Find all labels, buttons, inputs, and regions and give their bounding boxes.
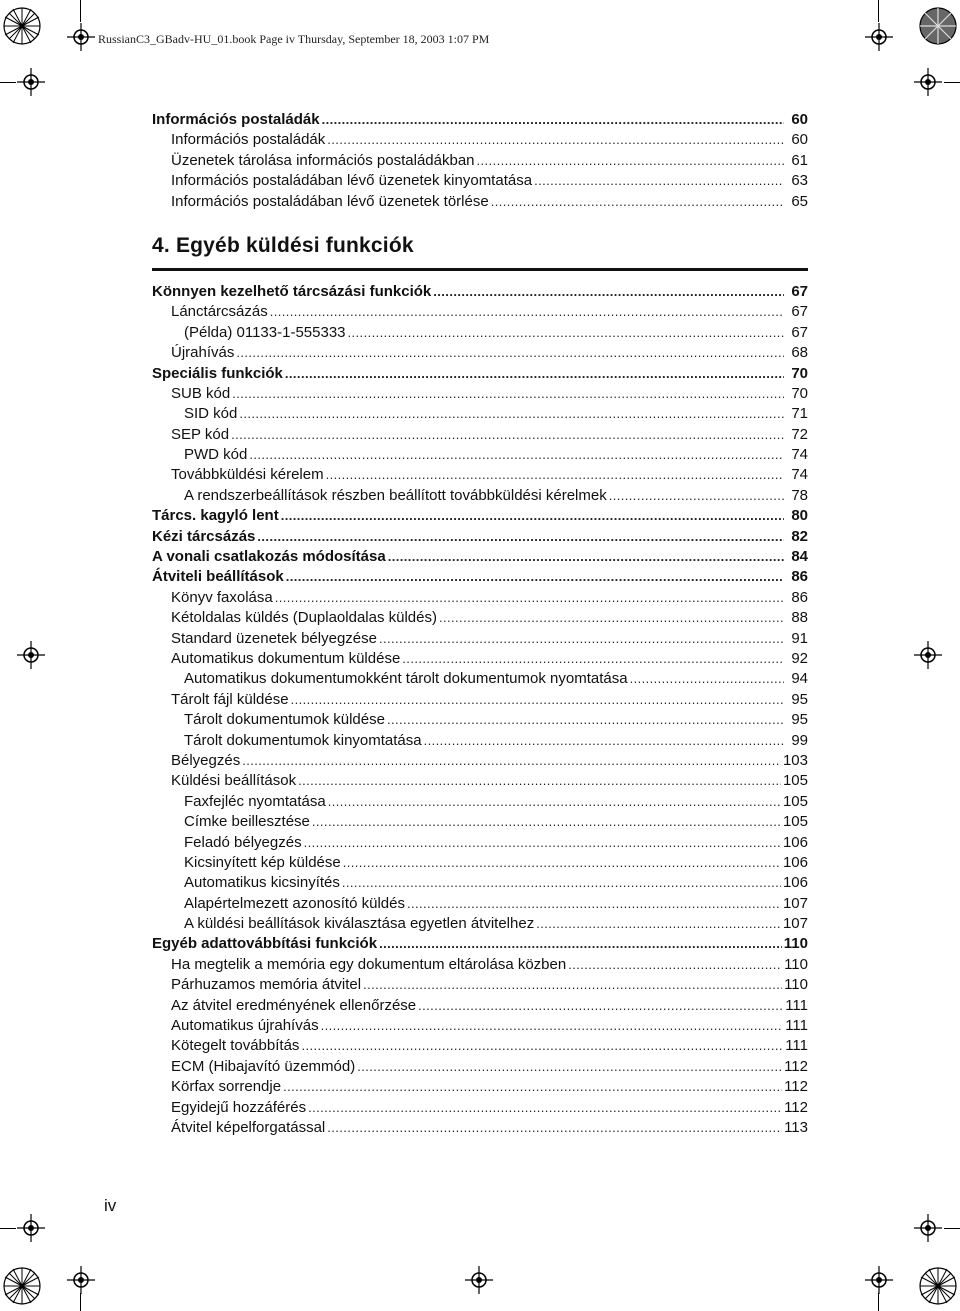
toc-entry-title: Egyidejű hozzáférés [171,1098,307,1116]
toc-entry-title: Kicsinyített kép küldése [184,853,341,871]
toc-entry[interactable] [152,425,808,445]
toc-leader-dots [283,1077,782,1097]
toc-entry-page: 105 [782,792,808,810]
toc-entry-title: Alapértelmezett azonosító küldés [184,894,405,912]
toc-entry-page: 71 [791,405,808,423]
toc-leader-dots [568,955,782,975]
toc-entry[interactable] [152,1118,808,1138]
toc-leader-dots [363,975,782,995]
toc-leader-dots [270,302,784,322]
trim-line [944,82,960,83]
registration-mark-icon [865,1266,893,1294]
toc-entry-title: Címke beillesztése [184,813,310,831]
toc-entry-page: 68 [791,344,808,362]
starburst-icon [918,6,958,46]
chapter-heading [152,220,808,280]
toc-leader-dots [326,465,784,485]
toc-entry[interactable] [152,1098,808,1118]
toc-entry[interactable] [152,1077,808,1097]
registration-mark-icon [67,23,95,51]
toc-leader-dots [491,192,784,212]
toc-entry-page: 74 [791,446,808,464]
toc-entry-page: 84 [791,548,808,566]
registration-mark-icon [914,641,942,669]
toc-entry-page: 111 [785,996,808,1014]
toc-entry-title: Tárolt dokumentumok küldése [184,711,385,729]
toc-entry[interactable] [152,547,808,567]
toc-entry-title: Tárcs. kagyló lent [152,507,279,525]
toc-leader-dots [239,404,784,424]
starburst-icon [2,6,42,46]
toc-leader-dots [298,771,781,791]
trim-line [944,1228,960,1229]
toc-entry-page: 60 [791,111,808,128]
toc-entry-page: 67 [791,303,808,321]
toc-entry-page: 107 [782,915,808,933]
toc-entry-page: 82 [791,527,808,545]
toc-entry[interactable] [152,151,808,171]
toc-leader-dots [327,130,784,150]
toc-entry-page: 95 [791,711,808,729]
toc-entry-page: 94 [791,670,808,688]
toc-entry[interactable] [152,608,808,628]
toc-entry-title: ECM (Hibajavító üzemmód) [171,1057,356,1075]
toc-leader-dots [387,710,784,730]
toc-entry[interactable] [152,812,808,832]
toc-entry-title: Átviteli beállítások [152,568,284,586]
toc-entry-title: Továbbküldési kérelem [171,466,324,484]
toc-leader-dots [328,792,781,812]
registration-mark-icon [914,68,942,96]
toc-entry[interactable] [152,669,808,689]
registration-mark-icon [17,68,45,96]
toc-entry-page: 95 [791,690,808,708]
toc-leader-dots [321,1016,784,1036]
toc-leader-dots [322,110,784,130]
toc-entry-title: Egyéb adattovábbítási funkciók [152,935,378,953]
toc-entry-page: 92 [791,649,808,667]
toc-entry[interactable] [152,302,808,322]
toc-entry-title: Üzenetek tárolása információs postaládákban [171,151,475,169]
toc-entry[interactable] [152,914,808,934]
registration-mark-icon [17,641,45,669]
toc-entry-page: 65 [791,192,808,210]
registration-mark-icon [67,1266,95,1294]
toc-entry-title: Információs postaládák [152,111,320,128]
toc-entry[interactable] [152,445,808,465]
toc-entry-page: 63 [791,172,808,190]
chapter-title: 4. Egyéb küldési funkciók [152,233,414,257]
chapter-rule [152,268,808,271]
toc-leader-dots [281,506,784,526]
toc-leader-dots [327,1118,782,1138]
toc-entry-page: 78 [791,486,808,504]
toc-entry-page: 111 [785,1037,808,1055]
toc-entry[interactable] [152,282,808,302]
toc-entry[interactable] [152,649,808,669]
toc-section-other-sending-functions [152,282,808,1138]
toc-entry-title: Információs postaládában lévő üzenetek törlése [171,192,489,210]
toc-leader-dots [249,445,784,465]
toc-entry-page: 110 [784,955,808,973]
toc-leader-dots [418,996,783,1016]
registration-mark-icon [865,23,893,51]
toc-entry-title: Automatikus dokumentumokként tárolt dokumentumok nyomtatása [184,670,628,688]
toc-entry[interactable] [152,323,808,343]
toc-entry-title: Párhuzamos memória átvitel [171,976,362,994]
toc-entry-title: (Példa) 01133-1-555333 [184,323,346,341]
toc-entry[interactable] [152,1057,808,1077]
toc-leader-dots [402,649,784,669]
toc-entry[interactable] [152,771,808,791]
toc-entry-title: Információs postaládák [171,131,326,149]
toc-entry-title: Bélyegzés [171,751,241,769]
toc-leader-dots [534,171,784,191]
toc-entry-title: Automatikus kicsinyítés [184,874,340,892]
toc-entry[interactable] [152,996,808,1016]
toc-leader-dots [407,894,781,914]
toc-leader-dots [232,384,784,404]
toc-leader-dots [236,343,784,363]
toc-entry[interactable] [152,364,808,384]
toc-leader-dots [308,1098,782,1118]
trim-line [80,0,81,22]
toc-entry-title: Az átvitel eredményének ellenőrzése [171,996,417,1014]
toc-entry[interactable] [152,731,808,751]
toc-entry[interactable] [152,751,808,771]
trim-line [0,1228,16,1229]
print-header-info: RussianC3_GBadv-HU_01.book Page iv Thursday, September 18, 2003 1:07 PM [98,32,490,46]
toc-leader-dots [285,364,784,384]
toc-leader-dots [477,151,784,171]
toc-entry-title: Standard üzenetek bélyegzése [171,629,377,647]
toc-entry[interactable] [152,384,808,404]
toc-entry-page: 74 [791,466,808,484]
toc-entry-page: 70 [791,364,808,382]
toc-leader-dots [312,812,781,832]
toc-leader-dots [379,629,784,649]
toc-entry-page: 105 [782,813,808,831]
toc-entry-title: Kötegelt továbbítás [171,1037,300,1055]
toc-entry-title: Automatikus dokumentum küldése [171,649,401,667]
toc-entry-title: A vonali csatlakozás módosítása [152,548,386,566]
toc-entry-title: Lánctárcsázás [171,303,268,321]
toc-entry-page: 86 [791,568,808,586]
toc-entry[interactable] [152,567,808,587]
toc-entry-title: PWD kód [184,446,248,464]
toc-entry[interactable] [152,465,808,485]
toc-entry-page: 80 [791,507,808,525]
toc-entry[interactable] [152,710,808,730]
toc-entry-title: Könnyen kezelhető tárcsázási funkciók [152,282,432,300]
toc-entry-page: 113 [784,1118,808,1136]
toc-entry-title: Körfax sorrendje [171,1078,282,1096]
toc-entry-title: SID kód [184,405,238,423]
trim-line [0,82,16,83]
toc-entry-title: Kézi tárcsázás [152,527,256,545]
toc-leader-dots [291,690,784,710]
toc-entry[interactable] [152,506,808,526]
registration-mark-icon [465,1266,493,1294]
toc-entry[interactable] [152,588,808,608]
toc-leader-dots [348,323,784,343]
trim-line [878,0,879,22]
toc-entry-page: 110 [784,976,808,994]
toc-entry-title: Újrahívás [171,344,235,362]
table-of-contents [152,110,808,1138]
toc-entry[interactable] [152,171,808,191]
toc-entry[interactable] [152,975,808,995]
toc-entry-title: Információs postaládában lévő üzenetek kinyomtatása [171,172,533,190]
registration-mark-icon [17,1214,45,1242]
toc-entry[interactable] [152,1036,808,1056]
toc-entry-page: 112 [784,1098,808,1116]
starburst-icon [918,1266,958,1306]
toc-entry[interactable] [152,792,808,812]
toc-leader-dots [630,669,784,689]
toc-leader-dots [342,873,781,893]
toc-entry[interactable] [152,833,808,853]
toc-entry-page: 72 [791,425,808,443]
toc-entry-title: Könyv faxolása [171,588,273,606]
toc-leader-dots [304,833,781,853]
toc-entry-title: Ha megtelik a memória egy dokumentum eltárolása közben [171,955,567,973]
toc-entry[interactable] [152,853,808,873]
toc-leader-dots [343,853,781,873]
toc-entry[interactable] [152,690,808,710]
trim-line [80,1293,81,1311]
toc-entry[interactable] [152,934,808,954]
toc-entry-title: SEP kód [171,425,230,443]
toc-entry-page: 103 [782,751,808,769]
toc-leader-dots [357,1057,782,1077]
toc-entry-page: 112 [784,1057,808,1075]
toc-entry-title: SUB kód [171,384,231,402]
toc-entry[interactable] [152,343,808,363]
toc-entry-page: 88 [791,609,808,627]
starburst-icon [2,1266,42,1306]
toc-entry-title: Küldési beállítások [171,772,297,790]
toc-entry[interactable] [152,873,808,893]
toc-entry-page: 111 [785,1017,808,1035]
trim-line [878,1293,879,1311]
toc-entry-page: 61 [791,151,808,169]
toc-leader-dots [424,731,784,751]
toc-leader-dots [242,751,781,771]
toc-entry-title: Speciális funkciók [152,364,283,382]
toc-entry-title: Tárolt dokumentumok kinyomtatása [184,731,422,749]
toc-entry[interactable] [152,894,808,914]
toc-leader-dots [231,425,784,445]
toc-leader-dots [439,608,784,628]
toc-entry[interactable] [152,527,808,547]
registration-mark-icon [914,1214,942,1242]
toc-leader-dots [301,1036,783,1056]
toc-entry-page: 106 [782,833,808,851]
toc-entry-page: 91 [791,629,808,647]
toc-entry-page: 107 [782,894,808,912]
toc-entry-title: Tárolt fájl küldése [171,690,289,708]
toc-entry-title: A rendszerbeállítások részben beállított továbbküldési kérelmek [184,486,607,504]
toc-entry-page: 112 [784,1078,808,1096]
toc-entry-page: 86 [791,588,808,606]
toc-entry-page: 105 [782,772,808,790]
toc-leader-dots [388,547,784,567]
toc-entry[interactable] [152,629,808,649]
toc-entry[interactable] [152,1016,808,1036]
toc-entry[interactable] [152,955,808,975]
toc-entry-title: Feladó bélyegzés [184,833,302,851]
toc-entry-title: Automatikus újrahívás [171,1017,319,1035]
toc-entry-page: 99 [791,731,808,749]
toc-entry-title: Kétoldalas küldés (Duplaoldalas küldés) [171,609,437,627]
toc-entry[interactable] [152,110,808,130]
toc-entry-page: 106 [782,853,808,871]
toc-entry[interactable] [152,192,808,212]
toc-entry[interactable] [152,486,808,506]
toc-entry[interactable] [152,404,808,424]
toc-entry-title: Átvitel képelforgatással [171,1118,326,1136]
toc-leader-dots [609,486,784,506]
toc-leader-dots [257,527,784,547]
toc-entry-page: 70 [791,384,808,402]
toc-entry[interactable] [152,130,808,150]
page-number: iv [104,1196,117,1215]
toc-entry-title: Faxfejléc nyomtatása [184,792,326,810]
toc-section-information-mailboxes [152,110,808,212]
toc-leader-dots [433,282,784,302]
toc-entry-page: 106 [782,874,808,892]
toc-entry-page: 67 [791,282,808,300]
toc-entry-title: A küldési beállítások kiválasztása egyetlen átvitelhez [184,915,535,933]
toc-leader-dots [379,934,782,954]
toc-entry-page: 110 [783,935,808,953]
toc-entry-page: 60 [791,131,808,149]
toc-leader-dots [275,588,784,608]
toc-leader-dots [536,914,781,934]
toc-leader-dots [286,567,784,587]
toc-entry-page: 67 [791,323,808,341]
